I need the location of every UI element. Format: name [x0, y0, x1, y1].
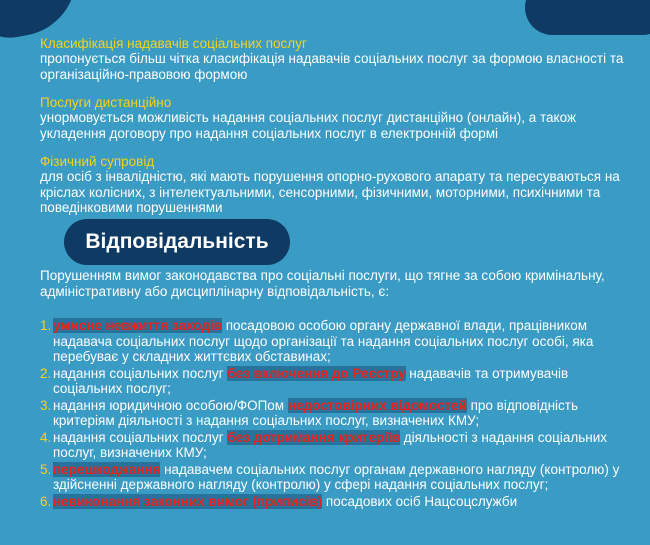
- item-highlight: без дотримання критеріїв: [227, 429, 400, 445]
- item-text-post: посадових осіб Нацсоцслужби: [322, 493, 518, 509]
- list-item: [40, 366, 630, 397]
- item-text-pre: надання соціальних послуг: [53, 429, 228, 445]
- responsibility-title-badge: [64, 219, 290, 265]
- item-highlight: умисне невжиття заходів: [53, 318, 222, 333]
- top-sections: [40, 36, 625, 229]
- item-highlight: перешкоджання: [53, 461, 161, 477]
- item-text-pre: надання юридичною особою/ФОПом: [53, 397, 288, 413]
- item-text-post: надавачів та отримувачів соціальних послуг;: [53, 365, 569, 396]
- section-classification: [40, 36, 625, 82]
- list-item: [40, 494, 630, 510]
- item-number: 5.: [40, 461, 52, 477]
- list-item: [40, 430, 630, 461]
- section-heading: Послуги дистанційно: [40, 95, 172, 110]
- section-body: унормовується можливість надання соціальних послуг дистанційно (онлайн), а також укладення договору про надання соціальних послуг в електронній формі: [40, 110, 577, 141]
- decorative-blob-top-right: [525, 0, 650, 35]
- section-body: для осіб з інвалідністю, які мають порушення опорно-рухового апарату та пересуваються на кріслах колісних, з інтелектуальними, сенсорними, фізичними, моторними, психічними та поведінковими порушеннями: [40, 169, 620, 215]
- item-text-post: про відповідність критеріям діяльності з надання соціальних послуг, визначених КМУ;: [53, 397, 578, 428]
- item-number: 3.: [40, 397, 52, 413]
- item-highlight: недостовірних відомостей: [287, 397, 467, 413]
- item-text-post: посадовою особою органу державної влади, працівником надавача соціальних послуг щодо організації та надання соціальних послуг особі, яка перебуває у складних життєвих обставинах;: [53, 318, 594, 364]
- violations-list: [40, 318, 630, 510]
- section-remote-services: [40, 95, 625, 141]
- list-item: [40, 318, 630, 365]
- item-number: 1.: [40, 318, 52, 333]
- item-number: 4.: [40, 429, 52, 445]
- list-item: [40, 462, 630, 493]
- item-highlight: без включення до Реєстру: [227, 365, 406, 381]
- item-number: 6.: [40, 493, 52, 509]
- list-item: [40, 398, 630, 429]
- item-text-post: надавачем соціальних послуг органам державного нагляду (контролю) у здійсненні державного нагляду (контролю) у сфері надання соціальних послуг;: [53, 461, 620, 492]
- section-body: пропонується більш чітка класифікація надавачів соціальних послуг за формою власності та організаційно-правовою формою: [40, 51, 624, 82]
- item-number: 2.: [40, 365, 52, 381]
- section-heading: Фізичний супровід: [40, 154, 155, 169]
- item-text-post: діяльності з надання соціальних послуг, визначених КМУ;: [53, 429, 608, 460]
- responsibility-title: Відповідальність: [85, 230, 269, 253]
- responsibility-intro: Порушенням вимог законодавства про соціальні послуги, що тягне за собою кримінальну, адміністративну або дисциплінарну відповідальність, є:: [40, 268, 605, 299]
- section-physical-support: [40, 154, 625, 216]
- item-text-pre: надання соціальних послуг: [53, 365, 228, 381]
- section-heading: Класифікація надавачів соціальних послуг: [40, 36, 307, 51]
- item-highlight: невиконання законних вимог (приписів): [53, 493, 323, 509]
